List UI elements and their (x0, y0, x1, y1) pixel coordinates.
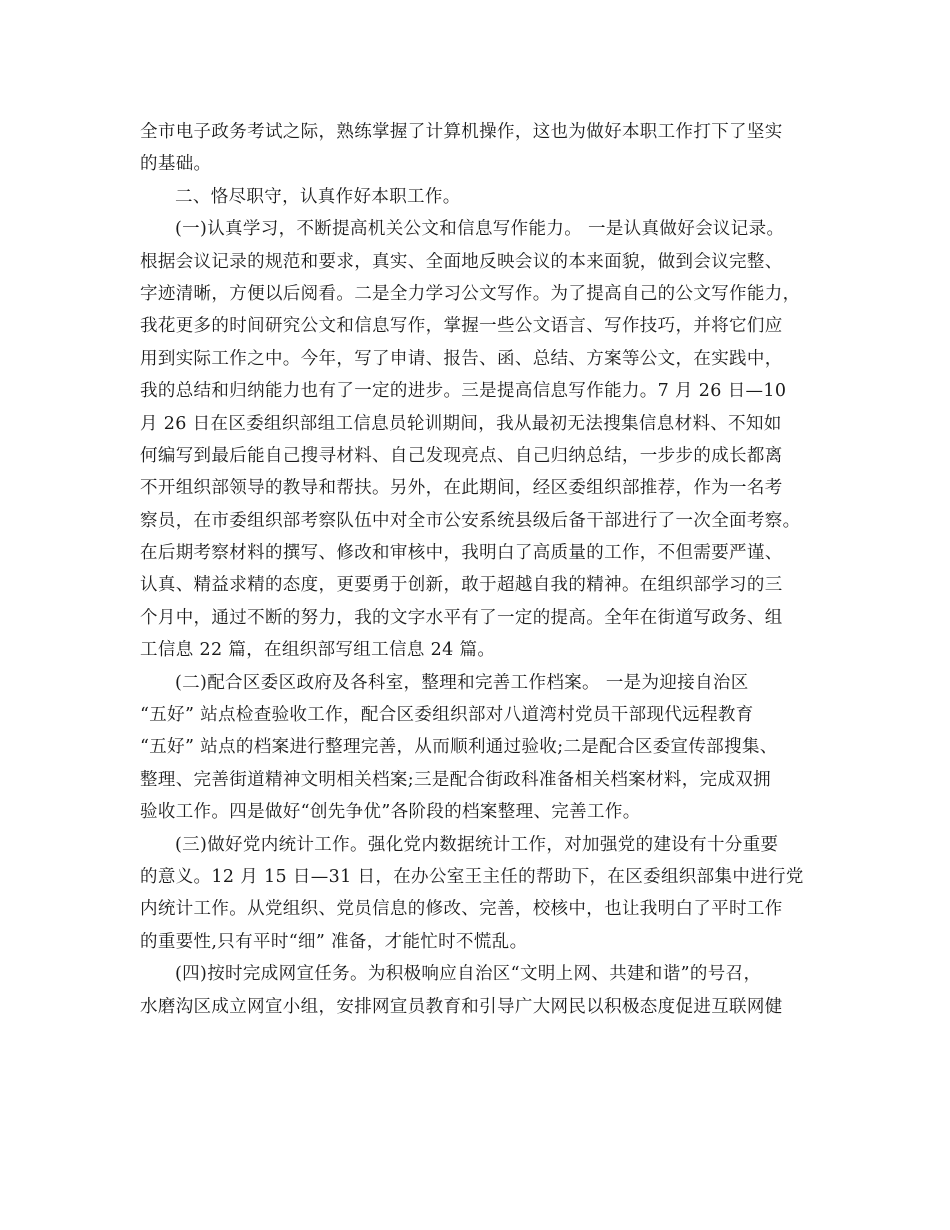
paragraph-start: (二)配合区委区政府及各科室，整理和完善工作档案。 一是为迎接自治区 (175, 672, 749, 693)
text-line: 验收工作。四是做好“创先争优”各阶段的档案整理、完善工作。 (140, 802, 641, 823)
text-line: 用到实际工作之中。今年，写了申请、报告、函、总结、方案等公文，在实践中， (140, 348, 783, 369)
section-heading: 二、恪尽职守，认真作好本职工作。 (175, 186, 461, 207)
text-line: “五好” 站点的档案进行整理完善，从而顺利通过验收;二是配合区委宣传部搜集、 (140, 737, 778, 758)
text-line: 字迹清晰，方便以后阅看。二是全力学习公文写作。为了提高自己的公文写作能力， (140, 283, 801, 304)
text-line: 全市电子政务考试之际，熟练掌握了计算机操作，这也为做好本职工作打下了坚实 (140, 122, 783, 142)
text-line: 个月中，通过不断的努力，我的文字水平有了一定的提高。全年在街道写政务、组 (140, 607, 783, 628)
text-line: 察员，在市委组织部考察队伍中对全市公安系统县级后备干部进行了一次全面考察。 (140, 510, 801, 531)
text-line: 根据会议记录的规范和要求，真实、全面地反映会议的本来面貌，做到会议完整、 (140, 251, 783, 272)
text-line: 内统计工作。从党组织、党员信息的修改、完善，校核中，也让我明白了平时工作 (140, 899, 783, 920)
text-line: 的重要性,只有平时“细” 准备，才能忙时不慌乱。 (140, 931, 528, 952)
text-line: 何编写到最后能自己搜寻材料、自己发现亮点、自己归纳总结，一步步的成长都离 (140, 445, 783, 466)
text-line: 水磨沟区成立网宣小组，安排网宣员教育和引导广大网民以积极态度促进互联网健 (140, 996, 783, 1017)
text-line: 月 26 日在区委组织部组工信息员轮训期间，我从最初无法搜集信息材料、不知如 (140, 413, 782, 434)
text-line: 认真、精益求精的态度，更要勇于创新，敢于超越自我的精神。在组织部学习的三 (140, 575, 783, 596)
paragraph-start: (三)做好党内统计工作。强化党内数据统计工作，对加强党的建设有十分重要 (175, 834, 779, 855)
text-line: “五好” 站点检查验收工作，配合区委组织部对八道湾村党员干部现代远程教育 (140, 705, 754, 726)
text-line: 整理、完善街道精神文明相关档案;三是配合街政科准备相关档案材料，完成双拥 (140, 769, 771, 790)
text-line: 不开组织部领导的教导和帮扶。另外，在此期间，经区委组织部推荐，作为一名考 (140, 478, 783, 499)
document-body (140, 116, 825, 1023)
paragraph-start: (四)按时完成网宣任务。为积极响应自治区“文明上网、共建和谐”的号召， (175, 964, 762, 985)
text-line: 的基础。 (140, 154, 212, 175)
text-line: 我的总结和归纳能力也有了一定的进步。三是提高信息写作能力。7 月 26 日—10 (140, 381, 787, 402)
text-line: 在后期考察材料的撰写、修改和审核中，我明白了高质量的工作，不但需要严谨、 (140, 543, 783, 564)
text-line: 我花更多的时间研究公文和信息写作，掌握一些公文语言、写作技巧，并将它们应 (140, 316, 783, 337)
paragraph-start: (一)认真学习，不断提高机关公文和信息写作能力。 一是认真做好会议记录。 (175, 219, 785, 240)
text-line: 的意义。12 月 15 日—31 日，在办公室王主任的帮助下，在区委组织部集中进行党 (140, 866, 804, 887)
text-line: 工信息 22 篇，在组织部写组工信息 24 篇。 (140, 640, 496, 661)
